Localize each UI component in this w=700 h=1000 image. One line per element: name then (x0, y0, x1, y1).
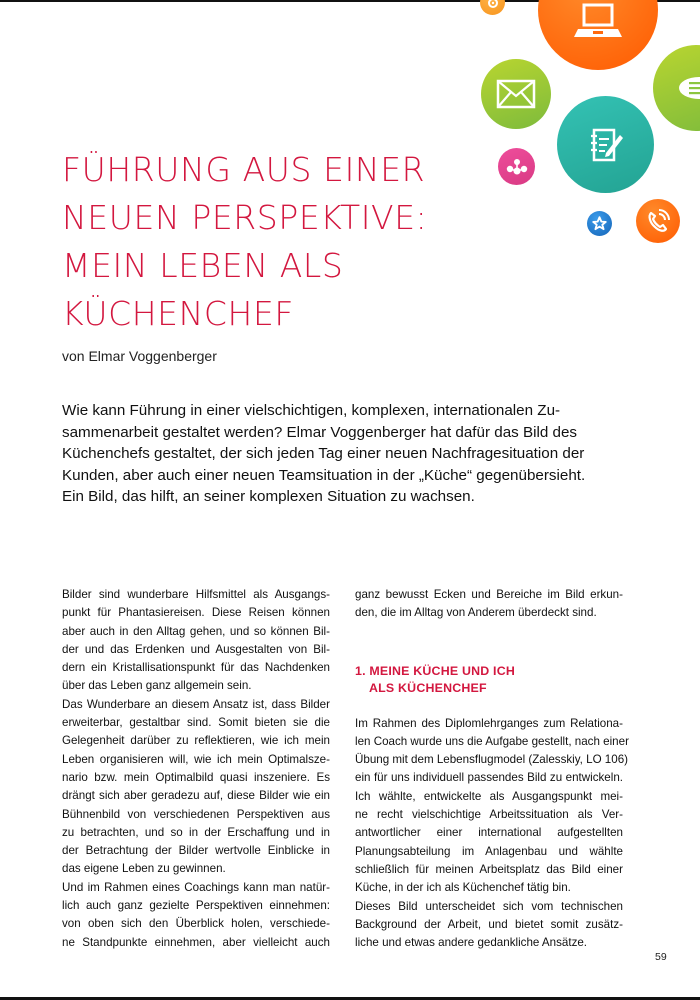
article-title (62, 146, 522, 338)
body-line: Bilder sind wunderbare Hilfsmittel als Ausgangs- (62, 588, 330, 601)
phone-call-icon (636, 199, 680, 243)
body-column-left (62, 586, 330, 952)
body-line: zu betrachten, und so in der Erschaffung und in (62, 825, 330, 839)
body-line: der und das Erdenken und Ausgestalten von Bil- (62, 642, 330, 656)
body-line: Und im Rahmen eines Coachings kann man natür- (62, 880, 330, 894)
lead-line: sammenarbeit gestaltet werden? Elmar Voggenberger hat dafür das Bild des (62, 423, 577, 441)
laptop-icon (538, 0, 658, 70)
body-line: ne recht vielschichtige Arbeitssituation als Ver- (355, 808, 623, 822)
body-line: len Coach wurde uns die Aufgabe gestellt, nach einer (355, 734, 629, 748)
body-line: ganz bewusst Ecken und Bereiche im Bild erkun- (355, 588, 623, 601)
lead-line: Kunden, aber auch einer neuen Teamsituation in der „Küche“ gegenübersieht. (62, 466, 586, 484)
gear-icon (480, 0, 505, 15)
body-line: das eigene Leben zu gewinnen. (62, 862, 226, 876)
envelope-icon (481, 59, 551, 129)
body-line: punkt für Phantasiereisen. Diese Reisen können (62, 606, 330, 620)
body-line: Im Rahmen des Diplomlehrganges zum Relationa- (355, 716, 623, 730)
title-line: KÜCHENCHEF (62, 294, 294, 333)
body-line: aber auch in den Alltag gehen, und so können Bil- (62, 624, 330, 638)
body-line: Bühnenbild von verschiedenen Perspektiven aus (62, 807, 330, 821)
star-icon (587, 211, 612, 236)
page-number: 59 (655, 951, 667, 963)
body-line: drängt sich aber geradezu auf, diese Bilder wie ein (62, 789, 330, 803)
body-line: schließlich für meinen Arbeitsplatz das Bild einer (355, 862, 623, 876)
lead-line: Wie kann Führung in einer vielschichtigen, komplexen, internationalen Zu- (62, 402, 561, 419)
body-line: Planungsabteilung im Anlagenbau und wählte (355, 844, 623, 858)
body-line: antwortlicher einer international aufgestellten (355, 826, 623, 840)
author-byline: von Elmar Voggenberger (62, 348, 217, 364)
body-line: Übung mit dem Lebensflugmodel (Zalesskiy, LO 106) (355, 753, 629, 767)
notepad-pen-icon (557, 96, 654, 193)
body-line: liche und etwas andere gedankliche Ansätze. (355, 936, 588, 950)
body-line: nario bzw. mein Optimalbild quasi inszeniere. Es (62, 770, 330, 784)
body-line: Das Wunderbare an diesem Ansatz ist, dass Bilder (62, 697, 330, 711)
title-line: NEUEN PERSPEKTIVE: (62, 198, 428, 237)
lead-line: Küchenchefs gestaltet, der sich jeden Tag einer neuen Nachfragesituation der (62, 445, 585, 462)
body-line: Background der Arbeit, und bietet somit zusätz- (355, 917, 623, 931)
body-line: Gelegenheit darüber zu reflektieren, wie ich mein (62, 734, 330, 748)
title-line: FÜHRUNG AUS EINER (62, 150, 426, 189)
body-line: erweiterbar, gestaltbar sind. Somit bieten sie die (62, 716, 330, 730)
body-line: lich auch ganz gezielte Perspektiven einnehmen: (62, 899, 330, 913)
body-line: den, die im Alltag von Anderem überdeckt sind. (355, 606, 597, 620)
section-heading-line: 1. MEINE KÜCHE UND ICH (355, 663, 515, 678)
body-line: Dieses Bild unterscheidet sich vom technischen (355, 899, 623, 913)
lead-paragraph (62, 400, 586, 508)
chat-bubble-icon (653, 45, 700, 131)
body-line: dern ein Kristallisationspunkt für das Nachdenken (62, 661, 330, 675)
section-heading (355, 663, 623, 697)
title-line: MEIN LEBEN ALS (62, 246, 344, 285)
body-line: Ich wählte, entwickelte als Ausgangspunkt mei- (355, 789, 623, 803)
body-column-right (355, 586, 629, 952)
body-line: Leben organisieren will, wie ich mein Optimalsze- (62, 752, 330, 766)
body-line: ne Standpunkte einnehmen, aber vielleicht auch (62, 935, 330, 949)
body-line: von oben sich den Überblick holen, verschiede- (62, 917, 330, 931)
body-line: der Betrachtung der Bilder wertvolle Einblicke in (62, 844, 330, 858)
body-line: über das Leben ganz allgemein sein. (62, 679, 252, 693)
body-line: ein für uns individuell passendes Bild zu entwickeln. (355, 771, 623, 785)
body-line: Küche, in der ich als Küchenchef tätig bin. (355, 881, 571, 895)
section-heading-line: ALS KÜCHENCHEF (369, 680, 487, 695)
lead-line: Ein Bild, das hilft, an seiner komplexen Situation zu wachsen. (62, 488, 475, 505)
